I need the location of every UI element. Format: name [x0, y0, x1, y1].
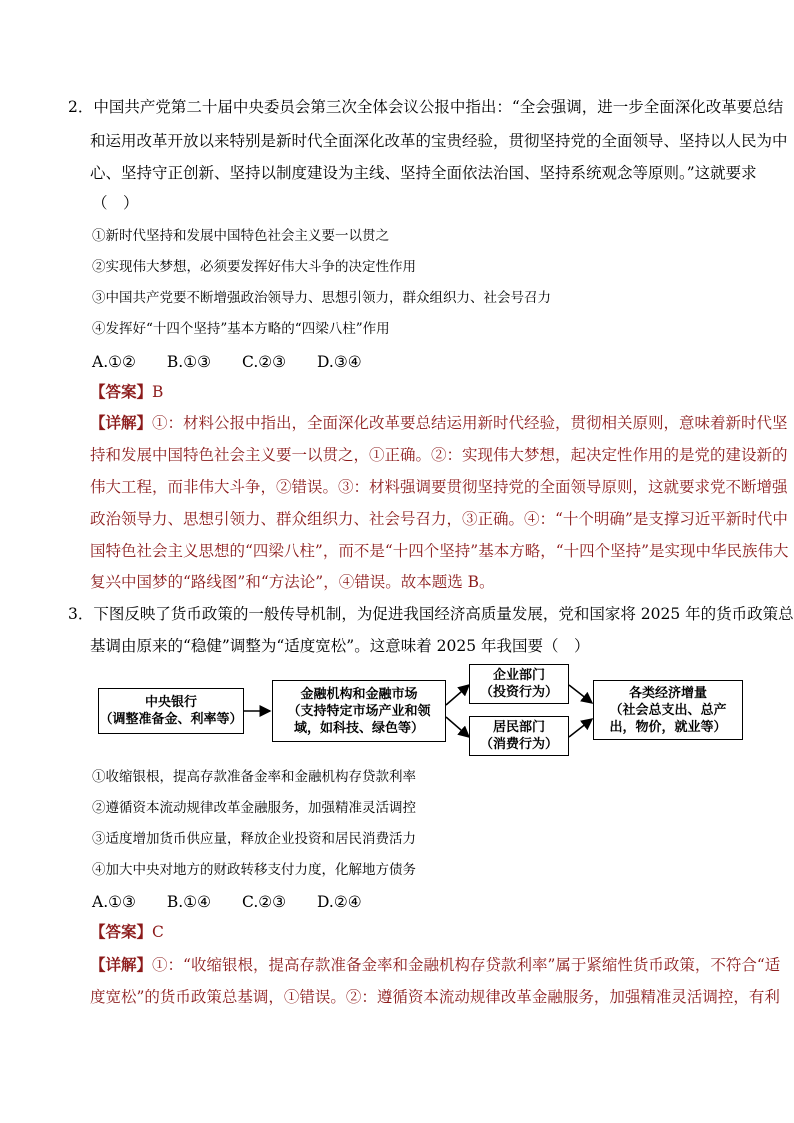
q3-option-4: ④加大中央对地方的财政转移支付力度，化解地方债务 [92, 862, 416, 878]
q2-detail-line: 复兴中国梦的“路线图”和“方法论”，④错误。故本题选 B。 [90, 573, 495, 591]
financial-box [272, 680, 446, 742]
financial-title: 金融机构和金融市场 [300, 686, 418, 702]
q3-stem-line: 基调由原来的“稳健”调整为“适度宽松”。这意味着 2025 年我国要（ ） [90, 637, 590, 655]
q3-detail-line [90, 955, 780, 975]
enterprise-desc: （投资行为） [479, 685, 558, 700]
q2-detail-line: 伟大工程，而非伟大斗争，②错误。③：材料强调要贯彻坚持党的全面领导原则，这就要求党不断增强 [90, 478, 788, 496]
arrow-financial-to-enterprise [446, 685, 469, 705]
detail-label: 【详解】 [90, 413, 153, 432]
financial-desc: 域，如科技、绿色等） [293, 720, 424, 736]
q2-option-2: ②实现伟大梦想，必须要发挥好伟大斗争的决定性作用 [92, 259, 416, 275]
central-bank-desc: （调整准备金、利率等） [99, 712, 243, 727]
q2-stem-line: （ ） [92, 194, 139, 212]
detail-text: ①：“收缩银根，提高存款准备金率和金融机构存贷款利率”属于紧缩性货币政策，不符合“适 [152, 956, 781, 974]
q2-stem-line: 和运用改革开放以来特别是新时代全面深化改革的宝贵经验，贯彻坚持党的全面领导、坚持以人民为中 [90, 132, 788, 150]
answer-label: 【答案】 [90, 382, 153, 401]
central-bank-box [98, 688, 244, 734]
q2-detail-line: 政治领导力、思想引领力、群众组织力、社会号召力，③正确。④：“十个明确”是支撑习近平新时代中 [90, 510, 788, 528]
enterprise-box [469, 664, 569, 704]
q3-option-1: ①收缩银根，提高存款准备金率和金融机构存贷款利率 [92, 769, 416, 785]
q2-option-1: ①新时代坚持和发展中国特色社会主义要一以贯之 [92, 228, 389, 244]
resident-box [469, 716, 569, 756]
financial-desc: （支持特定市场产业和领 [287, 703, 431, 719]
q3-answer [90, 922, 164, 942]
answer-value: B [152, 383, 164, 401]
q2-stem-line: 2．中国共产党第二十届中央委员会第三次全体会议公报中指出：“全会强调，进一步全面深化改革要总结 [68, 98, 784, 116]
growth-box [593, 680, 743, 740]
resident-title: 居民部门 [492, 720, 545, 735]
q3-detail-line: 度宽松”的货币政策总基调，①错误。②：遵循资本流动规律改革金融服务，加强精准灵活调控，有利 [90, 988, 780, 1006]
q2-detail-line: 持和发展中国特色社会主义要一以贯之，①正确。②：实现伟大梦想，起决定性作用的是党的建设新的 [90, 446, 788, 464]
q2-option-3: ③中国共产党要不断增强政治领导力、思想引领力，群众组织力、社会号召力 [92, 290, 551, 306]
q2-detail-line: 国特色社会主义思想的“四梁八柱”，而不是“十四个坚持”基本方略，“十四个坚持”是实现中华民族伟大 [90, 542, 789, 560]
answer-value: C [152, 923, 164, 941]
q2-choices: A.①② B.①③ C.②③ D.③④ [92, 353, 362, 371]
q2-option-4: ④发挥好“十四个坚持”基本方略的“四梁八柱”作用 [92, 321, 390, 337]
growth-desc: （社会总支出、总产 [609, 702, 727, 718]
growth-desc: 出，物价，就业等） [609, 719, 727, 735]
central-bank-title: 中央银行 [144, 695, 197, 710]
q3-option-3: ③适度增加货币供应量，释放企业投资和居民消费活力 [92, 831, 416, 847]
answer-label: 【答案】 [90, 922, 153, 941]
arrow-financial-to-resident [446, 717, 469, 737]
arrow-enterprise-to-growth [569, 685, 592, 703]
detail-label: 【详解】 [90, 955, 153, 974]
q3-option-2: ②遵循资本流动规律改革金融服务，加强精准灵活调控 [92, 800, 416, 816]
resident-desc: （消费行为） [479, 737, 558, 752]
q2-stem-line: 心、坚持守正创新、坚持以制度建设为主线、坚持全面依法治国、坚持系统观念等原则。”这就要求 [90, 164, 757, 182]
arrow-resident-to-growth [569, 719, 592, 737]
q3-stem-line: 3．下图反映了货币政策的一般传导机制，为促进我国经济高质量发展，党和国家将 2025 年的货币政策总 [68, 605, 794, 623]
q3-choices: A.①③ B.①④ C.②③ D.②④ [92, 893, 362, 911]
detail-text: ①：材料公报中指出，全面深化改革要总结运用新时代经验，贯彻相关原则，意味着新时代坚 [152, 414, 788, 432]
enterprise-title: 企业部门 [492, 668, 545, 683]
growth-title: 各类经济增量 [628, 685, 707, 701]
